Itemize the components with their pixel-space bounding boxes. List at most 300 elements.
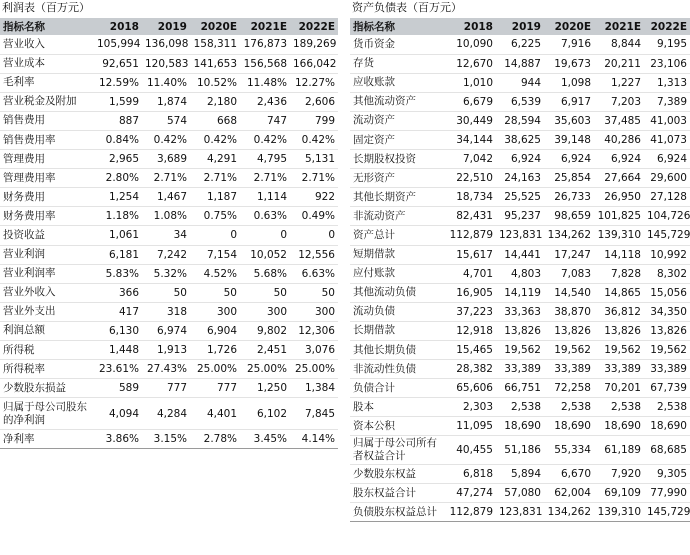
table-cell: 668 [216, 114, 237, 127]
table-cell: 35,603 [554, 114, 591, 127]
header-2018: 2018 [94, 18, 142, 35]
table-cell: 18,690 [604, 420, 641, 433]
table-cell: 10,992 [650, 248, 687, 261]
table-row [0, 73, 338, 92]
table-cell: 2.78% [203, 433, 237, 446]
row-label: 其他长期资产 [353, 190, 416, 203]
table-cell: 141,653 [193, 57, 237, 70]
table-cell: 10.52% [196, 76, 237, 89]
table-cell: 57,080 [504, 487, 541, 500]
balance-sheet-title: 资产负债表（百万元） [352, 1, 462, 14]
table-cell: 19,562 [554, 344, 591, 357]
row-label: 财务费用率 [3, 209, 56, 222]
table-cell: 5,131 [304, 153, 335, 166]
table-cell: 112,879 [449, 506, 493, 519]
table-header-row [0, 18, 338, 35]
table-cell: 1,254 [108, 191, 139, 204]
table-cell: 0.63% [253, 210, 287, 223]
table-cell: 1,114 [256, 191, 287, 204]
table-cell: 300 [266, 305, 287, 318]
table-cell: 25.00% [196, 363, 237, 376]
table-row [350, 207, 690, 226]
table-cell: 50 [223, 286, 237, 299]
table-cell: 2.71% [203, 172, 237, 185]
row-label: 非流动资产 [353, 209, 406, 222]
table-cell: 145,729 [647, 229, 690, 242]
table-cell: 7,828 [610, 267, 641, 280]
header-2020e: 2020E [544, 18, 594, 35]
table-row [350, 503, 690, 522]
table-cell: 27.43% [146, 363, 187, 376]
table-cell: 12.59% [98, 76, 139, 89]
table-cell: 0.84% [105, 134, 139, 147]
table-cell: 2.71% [253, 172, 287, 185]
table-cell: 6,130 [108, 324, 139, 337]
row-label: 短期借款 [353, 248, 395, 261]
table-cell: 4,094 [108, 407, 139, 420]
table-cell: 50 [173, 286, 187, 299]
row-label: 应收账款 [353, 76, 395, 89]
table-cell: 8,302 [656, 267, 687, 280]
table-cell: 1,187 [206, 191, 237, 204]
table-cell: 7,845 [304, 407, 335, 420]
row-label: 股本 [353, 400, 374, 413]
table-cell: 5,894 [510, 468, 541, 481]
table-cell: 1,313 [656, 76, 687, 89]
table-cell: 12,556 [298, 248, 335, 261]
table-cell: 5.83% [105, 267, 139, 280]
table-cell: 0 [328, 229, 335, 242]
table-row [350, 226, 690, 245]
table-cell: 33,389 [504, 363, 541, 376]
table-cell: 7,389 [656, 95, 687, 108]
table-cell: 16,905 [456, 286, 493, 299]
table-cell: 14,887 [504, 57, 541, 70]
table-row [0, 245, 338, 264]
row-label: 资产总计 [353, 228, 395, 241]
table-cell: 33,389 [650, 363, 687, 376]
table-cell: 6,924 [510, 153, 541, 166]
table-cell: 2,965 [108, 153, 139, 166]
row-label: 应付账款 [353, 267, 395, 280]
row-label: 无形资产 [353, 171, 395, 184]
table-cell: 36,812 [604, 305, 641, 318]
table-row [350, 264, 690, 283]
balance-sheet-panel [350, 0, 690, 522]
income-statement-panel [0, 0, 338, 449]
table-row [0, 283, 338, 302]
table-row [0, 360, 338, 379]
row-label: 营业收入 [3, 37, 45, 50]
table-cell: 10,090 [456, 38, 493, 51]
table-cell: 41,073 [650, 134, 687, 147]
row-label: 销售费用率 [3, 133, 56, 146]
table-row [0, 321, 338, 340]
table-row [350, 73, 690, 92]
table-cell: 4,795 [256, 153, 287, 166]
table-row [0, 226, 338, 245]
table-cell: 25.00% [294, 363, 335, 376]
table-row [350, 245, 690, 264]
table-cell: 18,690 [554, 420, 591, 433]
table-cell: 2,436 [256, 95, 287, 108]
table-row [350, 360, 690, 379]
income-statement-title: 利润表（百万元） [2, 1, 90, 14]
table-cell: 6.63% [301, 267, 335, 280]
table-cell: 1,448 [108, 344, 139, 357]
row-label: 少数股东损益 [3, 381, 66, 394]
table-cell: 2.80% [105, 172, 139, 185]
income-statement-body [0, 35, 338, 449]
table-cell: 5.68% [253, 267, 287, 280]
table-cell: 922 [314, 191, 335, 204]
table-cell: 139,310 [597, 229, 641, 242]
table-cell: 12,918 [456, 324, 493, 337]
table-cell: 39,148 [554, 134, 591, 147]
table-cell: 26,950 [604, 191, 641, 204]
table-cell: 29,600 [650, 172, 687, 185]
table-cell: 0 [230, 229, 237, 242]
table-cell: 18,690 [504, 420, 541, 433]
row-label: 营业利润率 [3, 267, 56, 280]
table-cell: 5.32% [153, 267, 187, 280]
table-cell: 72,258 [554, 382, 591, 395]
table-row [350, 379, 690, 398]
table-cell: 40,286 [604, 134, 641, 147]
header-2019: 2019 [142, 18, 190, 35]
table-cell: 10,052 [250, 248, 287, 261]
row-label: 其他流动负债 [353, 286, 416, 299]
table-cell: 11.48% [246, 76, 287, 89]
table-cell: 34 [173, 229, 187, 242]
table-row [0, 92, 338, 111]
table-cell: 50 [321, 286, 335, 299]
table-cell: 14,118 [604, 248, 641, 261]
table-cell: 574 [166, 114, 187, 127]
table-cell: 1,061 [108, 229, 139, 242]
table-cell: 4,701 [462, 267, 493, 280]
table-cell: 2,606 [304, 95, 335, 108]
table-cell: 12,306 [298, 324, 335, 337]
header-2020e: 2020E [190, 18, 240, 35]
table-cell: 777 [216, 382, 237, 395]
table-row [350, 417, 690, 436]
table-cell: 23.61% [98, 363, 139, 376]
table-cell: 2.71% [153, 172, 187, 185]
table-row [350, 341, 690, 360]
table-cell: 1,874 [156, 95, 187, 108]
table-cell: 14,441 [504, 248, 541, 261]
table-cell: 7,916 [560, 38, 591, 51]
table-cell: 25,854 [554, 172, 591, 185]
table-cell: 1,599 [108, 95, 139, 108]
table-header-row [350, 18, 690, 35]
row-label: 负债合计 [353, 381, 395, 394]
table-row [350, 302, 690, 321]
table-cell: 3.86% [105, 433, 139, 446]
table-cell: 2,180 [206, 95, 237, 108]
table-cell: 77,990 [650, 487, 687, 500]
table-cell: 38,625 [504, 134, 541, 147]
row-label: 销售费用 [3, 114, 45, 127]
header-indicator: 指标名称 [0, 18, 94, 35]
table-cell: 6,917 [560, 95, 591, 108]
table-cell: 7,920 [610, 468, 641, 481]
table-cell: 799 [314, 114, 335, 127]
table-cell: 139,310 [597, 506, 641, 519]
table-cell: 70,201 [604, 382, 641, 395]
table-row [0, 130, 338, 149]
table-cell: 887 [118, 114, 139, 127]
table-cell: 1,250 [256, 382, 287, 395]
table-cell: 3,076 [304, 344, 335, 357]
table-cell: 19,673 [554, 57, 591, 70]
table-row [350, 283, 690, 302]
table-cell: 47,274 [456, 487, 493, 500]
table-cell: 67,739 [650, 382, 687, 395]
table-cell: 1,010 [462, 76, 493, 89]
table-cell: 4,291 [206, 153, 237, 166]
table-cell: 2,451 [256, 344, 287, 357]
table-cell: 30,449 [456, 114, 493, 127]
table-cell: 15,465 [456, 344, 493, 357]
table-cell: 189,269 [293, 38, 337, 51]
row-label: 毛利率 [3, 76, 35, 89]
row-label: 负债股东权益总计 [353, 505, 437, 518]
table-cell: 33,363 [504, 305, 541, 318]
table-row [0, 302, 338, 321]
table-cell: 37,485 [604, 114, 641, 127]
table-row [0, 379, 338, 398]
table-cell: 7,042 [462, 153, 493, 166]
table-row [350, 484, 690, 503]
table-cell: 11.40% [146, 76, 187, 89]
table-cell: 51,186 [504, 444, 541, 457]
table-cell: 34,144 [456, 134, 493, 147]
table-cell: 123,831 [499, 229, 543, 242]
table-cell: 4.52% [203, 267, 237, 280]
panel-divider [345, 0, 346, 555]
table-cell: 9,802 [256, 324, 287, 337]
table-cell: 19,562 [604, 344, 641, 357]
table-cell: 105,994 [97, 38, 141, 51]
table-cell: 15,056 [650, 286, 687, 299]
table-cell: 6,670 [560, 468, 591, 481]
row-label: 其他流动资产 [353, 95, 416, 108]
table-cell: 14,119 [504, 286, 541, 299]
row-label: 投资收益 [3, 228, 45, 241]
row-label: 利润总额 [3, 324, 45, 337]
row-label: 净利率 [3, 432, 35, 445]
table-cell: 41,003 [650, 114, 687, 127]
table-cell: 4,401 [206, 407, 237, 420]
table-cell: 2,538 [610, 401, 641, 414]
table-cell: 24,163 [504, 172, 541, 185]
table-cell: 6,924 [560, 153, 591, 166]
table-row [0, 430, 338, 449]
table-cell: 134,262 [547, 229, 591, 242]
table-cell: 7,154 [206, 248, 237, 261]
row-label: 管理费用率 [3, 171, 56, 184]
table-row [350, 188, 690, 207]
table-cell: 7,203 [610, 95, 641, 108]
table-cell: 98,659 [554, 210, 591, 223]
table-cell: 0.42% [153, 134, 187, 147]
row-label: 货币资金 [353, 37, 395, 50]
row-label: 营业税金及附加 [3, 95, 77, 108]
balance-sheet-body [350, 35, 690, 522]
table-cell: 19,562 [650, 344, 687, 357]
table-cell: 0 [280, 229, 287, 242]
table-cell: 1,467 [156, 191, 187, 204]
table-cell: 8,844 [610, 38, 641, 51]
table-cell: 68,685 [650, 444, 687, 457]
table-cell: 1,913 [156, 344, 187, 357]
table-cell: 6,102 [256, 407, 287, 420]
table-cell: 747 [266, 114, 287, 127]
table-cell: 11,095 [456, 420, 493, 433]
table-cell: 145,729 [647, 506, 690, 519]
table-cell: 1,098 [560, 76, 591, 89]
table-cell: 318 [166, 305, 187, 318]
table-cell: 176,873 [243, 38, 287, 51]
table-cell: 0.42% [301, 134, 335, 147]
table-row [350, 111, 690, 130]
table-cell: 6,904 [206, 324, 237, 337]
table-cell: 0.49% [301, 210, 335, 223]
table-cell: 27,664 [604, 172, 641, 185]
table-cell: 62,004 [554, 487, 591, 500]
table-cell: 95,237 [504, 210, 541, 223]
table-cell: 104,726 [647, 210, 690, 223]
table-cell: 40,455 [456, 444, 493, 457]
row-label: 所得税率 [3, 362, 45, 375]
table-cell: 944 [520, 76, 541, 89]
table-cell: 13,826 [604, 324, 641, 337]
row-label: 营业成本 [3, 57, 45, 70]
table-cell: 26,733 [554, 191, 591, 204]
table-row [0, 264, 338, 283]
table-row [0, 54, 338, 73]
table-row [0, 111, 338, 130]
row-label: 存货 [353, 57, 374, 70]
table-row [350, 321, 690, 340]
table-cell: 0.42% [203, 134, 237, 147]
row-label: 营业利润 [3, 248, 45, 261]
row-label: 管理费用 [3, 152, 45, 165]
table-cell: 1,227 [610, 76, 641, 89]
table-cell: 14,540 [554, 286, 591, 299]
table-cell: 112,879 [449, 229, 493, 242]
table-cell: 0.75% [203, 210, 237, 223]
table-cell: 7,242 [156, 248, 187, 261]
row-label: 营业外支出 [3, 305, 56, 318]
table-row [350, 35, 690, 54]
table-row [0, 35, 338, 54]
table-row [350, 398, 690, 417]
header-2022e: 2022E [290, 18, 338, 35]
header-2018: 2018 [444, 18, 496, 35]
table-cell: 134,262 [547, 506, 591, 519]
table-row [0, 169, 338, 188]
row-label: 资本公积 [353, 419, 395, 432]
table-cell: 18,734 [456, 191, 493, 204]
table-row [0, 341, 338, 360]
header-2022e: 2022E [644, 18, 690, 35]
table-cell: 9,195 [656, 38, 687, 51]
table-cell: 34,350 [650, 305, 687, 318]
table-cell: 19,562 [504, 344, 541, 357]
table-cell: 3,689 [156, 153, 187, 166]
table-cell: 6,225 [510, 38, 541, 51]
table-cell: 9,305 [656, 468, 687, 481]
header-indicator: 指标名称 [350, 18, 444, 35]
table-row [0, 188, 338, 207]
table-cell: 2,538 [560, 401, 591, 414]
table-cell: 2,538 [510, 401, 541, 414]
table-cell: 15,617 [456, 248, 493, 261]
header-2019: 2019 [496, 18, 544, 35]
table-cell: 65,606 [456, 382, 493, 395]
table-cell: 23,106 [650, 57, 687, 70]
table-cell: 166,042 [293, 57, 337, 70]
table-cell: 12,670 [456, 57, 493, 70]
table-cell: 1,384 [304, 382, 335, 395]
table-cell: 13,826 [554, 324, 591, 337]
table-cell: 6,539 [510, 95, 541, 108]
table-cell: 82,431 [456, 210, 493, 223]
table-cell: 28,382 [456, 363, 493, 376]
row-label: 归属于母公司所有者权益合计 [353, 437, 437, 463]
table-cell: 6,679 [462, 95, 493, 108]
row-label: 少数股东权益 [353, 467, 416, 480]
table-row [350, 465, 690, 484]
table-cell: 27,128 [650, 191, 687, 204]
header-2021e: 2021E [594, 18, 644, 35]
table-cell: 3.45% [253, 433, 287, 446]
table-cell: 4,284 [156, 407, 187, 420]
table-cell: 3.15% [153, 433, 187, 446]
table-cell: 6,974 [156, 324, 187, 337]
table-cell: 38,870 [554, 305, 591, 318]
balance-sheet-table [350, 18, 690, 522]
table-cell: 25.00% [246, 363, 287, 376]
table-cell: 1,726 [206, 344, 237, 357]
row-label: 归属于母公司股东的净利润 [3, 400, 87, 426]
table-row [350, 169, 690, 188]
table-cell: 66,751 [504, 382, 541, 395]
table-cell: 13,826 [650, 324, 687, 337]
table-cell: 7,083 [560, 267, 591, 280]
header-2021e: 2021E [240, 18, 290, 35]
table-cell: 0.42% [253, 134, 287, 147]
table-cell: 2,303 [462, 401, 493, 414]
table-cell: 2,538 [656, 401, 687, 414]
table-cell: 22,510 [456, 172, 493, 185]
table-cell: 300 [216, 305, 237, 318]
table-cell: 28,594 [504, 114, 541, 127]
table-cell: 6,924 [656, 153, 687, 166]
table-cell: 6,924 [610, 153, 641, 166]
table-row [350, 150, 690, 169]
income-statement-table [0, 18, 338, 449]
table-row [0, 398, 338, 430]
table-cell: 123,831 [499, 506, 543, 519]
table-cell: 33,389 [554, 363, 591, 376]
table-cell: 1.18% [105, 210, 139, 223]
table-cell: 61,189 [604, 444, 641, 457]
table-cell: 13,826 [504, 324, 541, 337]
